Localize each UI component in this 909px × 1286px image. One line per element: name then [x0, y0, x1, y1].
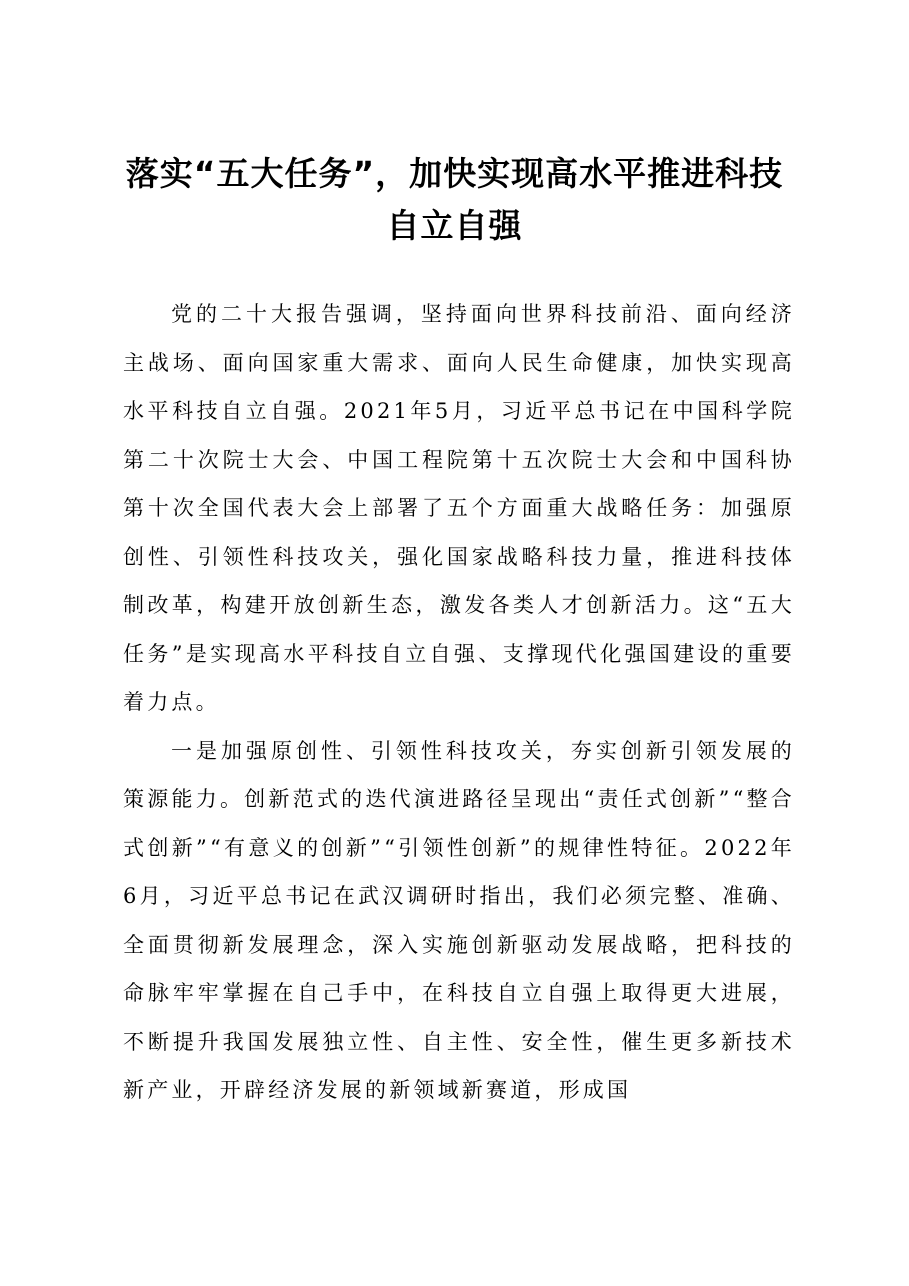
paragraph-1: 党的二十大报告强调，坚持面向世界科技前沿、面向经济主战场、面向国家重大需求、面向人民生命健康，加快实现高水平科技自立自强。2021年5月，习近平总书记在中国科学院第二十次院士大会、中国工程院第十五次院士大会和中国科协第十次全国代表大会上部署了五个方面重大战略任务：加强原创性、引领性科技攻关，强化国家战略科技力量，推进科技体制改革，构建开放创新生态，激发各类人才创新活力。这“五大任务”是实现高水平科技自立自强、支撑现代化强国建设的重要着力点。: [123, 302, 795, 714]
document-title: [110, 148, 799, 252]
title-line-2: 自立自强: [386, 206, 523, 245]
paragraph-2: 一是加强原创性、引领性科技攻关，夯实创新引领发展的策源能力。创新范式的迭代演进路径呈现出“责任式创新”“整合式创新”“有意义的创新”“引领性创新”的规律性特征。2022年6月，习近平总书记在武汉调研时指出，我们必须完整、准确、全面贯彻新发展理念，深入实施创新驱动发展战略，把科技的命脉牢牢掌握在自己手中，在科技自立自强上取得更大进展，不断提升我国发展独立性、自主性、安全性，催生更多新技术新产业，开辟经济发展的新领域新赛道，形成国: [123, 738, 795, 1102]
title-line-1: 落实“五大任务”，加快实现高水平推进科技: [125, 154, 784, 193]
document-body: [123, 290, 795, 1115]
